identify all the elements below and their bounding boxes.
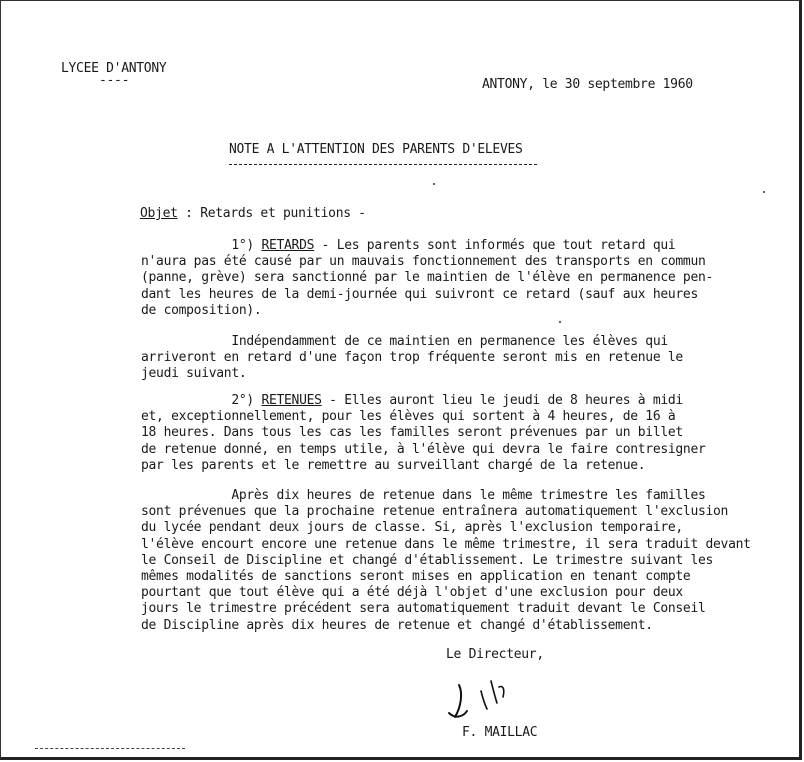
section-heading-retenues: RETENUES [261, 393, 322, 408]
dateline: ANTONY, le 30 septembre 1960 [482, 77, 693, 92]
section-number: 1°) [141, 238, 262, 253]
paragraph-frequent-lateness [141, 334, 683, 383]
handwritten-signature [441, 673, 541, 723]
print-speck [433, 183, 435, 185]
print-speck [559, 321, 561, 323]
paragraph-body: - Elles auront lieu le jeudi de 8 heures à midi et, exceptionnellement, pour les élèves qui sortent à 4 heures, de 16 à 18 heures. Dans tous les cas les familles seront prévenues par un billet de retenue donné, en temps utile, à l'élève qui devra le faire contresigner par les parents et le remettre au surveillant chargé de la retenue. [141, 393, 706, 473]
print-speck [763, 191, 765, 193]
signatory-name: F. MAILLAC [462, 725, 538, 740]
paragraph-body: Indépendamment de ce maintien en permanence les élèves qui arriveront en retard d'une façon trop fréquente seront mis en retenue le jeudi suivant. [141, 334, 683, 382]
footer-dashes [35, 748, 185, 749]
title-rule [229, 164, 537, 165]
objet-label: Objet [140, 206, 178, 221]
paragraph-body: Après dix heures de retenue dans le même trimestre les familles sont prévenues que la prochaine retenue entraînera automatiquement l'exclusion du lycée pendant deux jours de classe. Si, après l'exclusion temporaire, l'élève encourt encore une retenue dans le même trimestre, il sera traduit devant le Conseil de Discipline et changé d'établissement. Le trimestre suivant les mêmes modalités de sanctions seront mises en application en tenant compte pourtant que tout élève qui a été déjà l'objet d'une exclusion pour deux jours le trimestre précédent sera automatiquement traduit devant le Conseil de Discipline après dix heures de retenue et changé d'établissement. [141, 488, 751, 633]
section-number: 2°) [141, 393, 262, 408]
school-underline: ---- [99, 73, 130, 88]
objet-line [140, 206, 366, 222]
signature-title: Le Directeur, [446, 647, 544, 662]
note-title: NOTE A L'ATTENTION DES PARENTS D'ELEVES [229, 142, 523, 157]
paragraph-retards [141, 238, 713, 319]
school-name: LYCEE D'ANTONY [61, 61, 167, 76]
paragraph-body: - Les parents sont informés que tout retard qui n'aura pas été causé par un mauvais fonctionnement des transports en commun (panne, grève) sera sanctionné par le maintien de l'élève en permanence pen- dant les heures de la demi-journée qui suivront ce retard (sauf aux heures de composition). [141, 238, 714, 318]
objet-text: : Retards et punitions - [177, 206, 366, 221]
section-heading-retards: RETARDS [261, 238, 315, 253]
paragraph-retenues [141, 393, 706, 474]
paragraph-exclusion [141, 488, 751, 634]
